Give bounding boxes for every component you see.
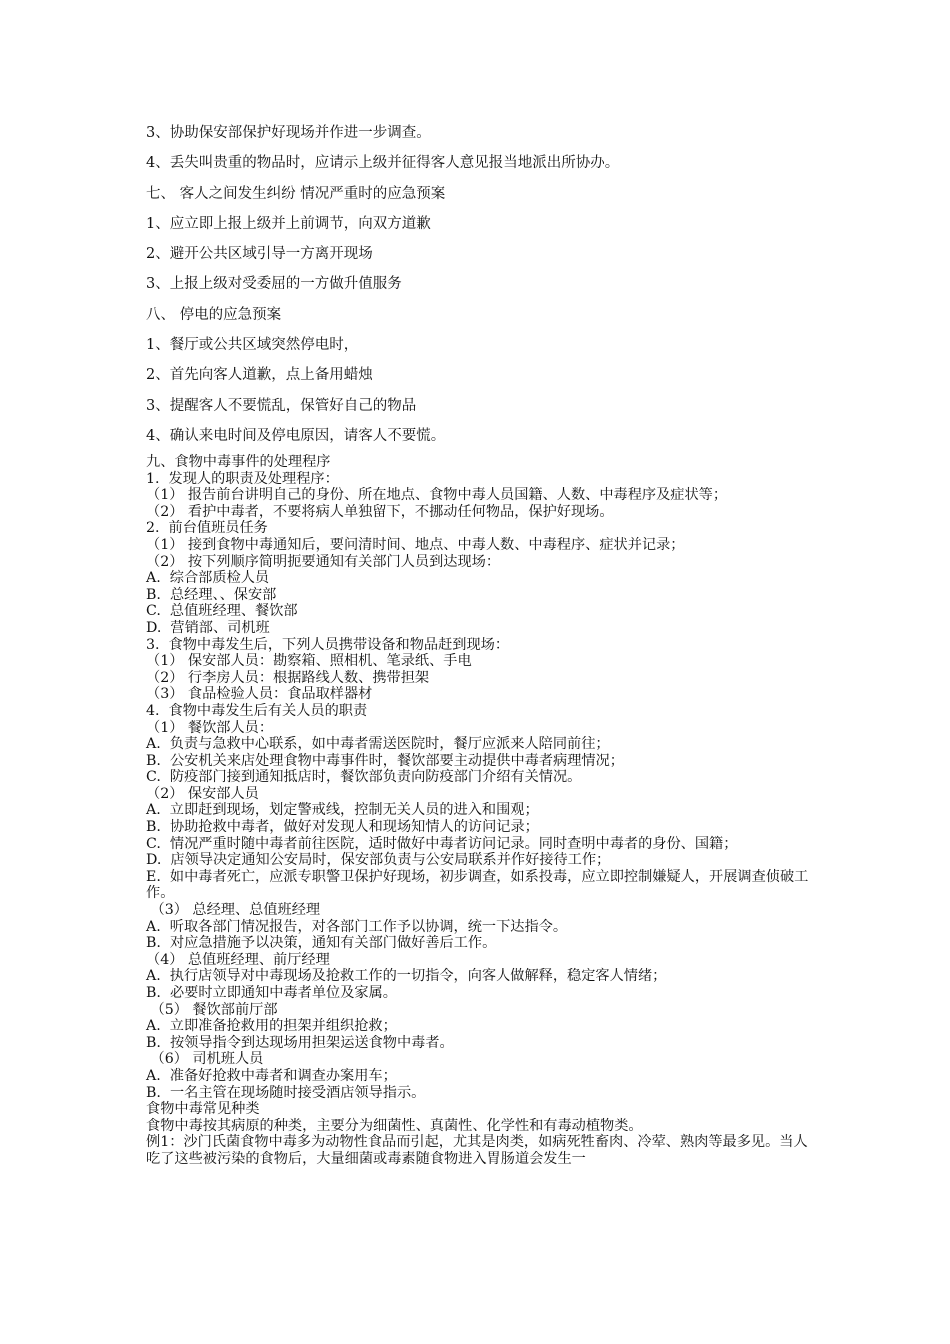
- text-line: B. 协助抢救中毒者，做好对发现人和现场知情人的访问记录；: [146, 819, 539, 836]
- text-line: 2、避开公共区域引导一方离开现场: [146, 246, 373, 263]
- text-line: A. 立即赶到现场，划定警戒线，控制无关人员的进入和围观；: [146, 802, 539, 819]
- emergency-plan-section-top: [146, 118, 826, 451]
- text-line: 2、首先向客人道歉，点上备用蜡烛: [146, 367, 373, 384]
- text-line: A. 负责与急救中心联系，如中毒者需送医院时，餐厅应派来人陪同前往；: [146, 736, 610, 753]
- text-line: （1） 餐饮部人员：: [146, 719, 274, 736]
- text-line: B. 对应急措施予以决策，通知有关部门做好善后工作。: [146, 935, 497, 952]
- text-line: 3. 食物中毒发生后，下列人员携带设备和物品赶到现场：: [146, 636, 510, 653]
- text-line: C. 情况严重时随中毒者前往医院，适时做好中毒者访问记录。同时查明中毒者的身份、国籍；: [146, 835, 738, 852]
- text-line: A. 立即准备抢救用的担架并组织抢救；: [146, 1018, 397, 1035]
- text-line: D. 店领导决定通知公安局时，保安部负责与公安局联系并作好接待工作；: [146, 852, 611, 869]
- text-line: B. 公安机关来店处理食物中毒事件时，餐饮部要主动提供中毒者病理情况；: [146, 752, 624, 769]
- text-line: （2） 按下列顺序简明扼要通知有关部门人员到达现场：: [146, 553, 501, 570]
- text-line: B. 总经理、、保安部: [146, 586, 277, 603]
- text-line: （3） 总经理、总值班经理: [146, 902, 321, 919]
- text-line: 3、提醒客人不要慌乱，保管好自己的物品: [146, 397, 417, 414]
- text-line: A. 综合部质检人员: [146, 570, 270, 587]
- text-line: B. 一名主管在现场随时接受酒店领导指示。: [146, 1084, 426, 1101]
- text-line: 食物中毒按其病原的种类，主要分为细菌性、真菌性、化学性和有毒动植物类。: [146, 1117, 643, 1134]
- text-line: D. 营销部、司机班: [146, 619, 270, 636]
- text-line: （2） 行李房人员：根据路线人数、携带担架: [146, 669, 430, 686]
- text-line: （5） 餐饮部前厅部: [146, 1001, 278, 1018]
- text-line: E. 如中毒者死亡，应派专职警卫保护好现场，初步调查，如系投毒，应立即控制嫌疑人，开展调查侦破工作。: [146, 868, 809, 902]
- text-line: 例1：沙门氏菌食物中毒多为动物性食品而引起，尤其是肉类，如病死牲畜肉、冷荤、熟肉等最多见。当人吃了这些被污染的食物后，大量细菌或毒素随食物进入胃肠道会发生一: [146, 1134, 808, 1167]
- text-line: 1、餐厅或公共区域突然停电时，: [146, 337, 359, 354]
- text-line: 2. 前台值班员任务: [146, 520, 268, 537]
- text-line: （1） 保安部人员：勘察箱、照相机、笔录纸、手电: [146, 653, 472, 670]
- text-line: A. 执行店领导对中毒现场及抢救工作的一切指令，向客人做解释，稳定客人情绪；: [146, 968, 667, 985]
- text-line: 八、 停电的应急预案: [146, 306, 282, 323]
- text-line: B. 按领导指令到达现场用担架运送食物中毒者。: [146, 1034, 454, 1051]
- text-line: 七、 客人之间发生纠纷 情况严重时的应急预案: [146, 185, 446, 202]
- text-line: 4、确认来电时间及停电原因，请客人不要慌。: [146, 427, 446, 444]
- text-line: 食物中毒常见种类: [146, 1101, 260, 1118]
- food-poisoning-procedure-section: [146, 454, 814, 1168]
- text-line: 1. 发现人的职责及处理程序：: [146, 470, 339, 487]
- text-line: （2） 看护中毒者，不要将病人单独留下，不挪动任何物品，保护好现场。: [146, 503, 614, 520]
- text-line: C. 总值班经理、餐饮部: [146, 603, 298, 620]
- text-line: （4） 总值班经理、前厅经理: [146, 951, 330, 968]
- text-line: C. 防疫部门接到通知抵店时，餐饮部负责向防疫部门介绍有关情况。: [146, 769, 582, 786]
- text-line: 4、丢失叫贵重的物品时，应请示上级并征得客人意见报当地派出所协办。: [146, 155, 620, 172]
- text-line: 九、食物中毒事件的处理程序: [146, 454, 331, 470]
- text-line: 3、上报上级对受委屈的一方做升值服务: [146, 276, 402, 293]
- text-line: （6） 司机班人员: [146, 1051, 264, 1068]
- text-line: A. 准备好抢救中毒者和调查办案用车；: [146, 1067, 397, 1084]
- text-line: 3、协助保安部保护好现场并作进一步调查。: [146, 125, 431, 141]
- text-line: B. 必要时立即通知中毒者单位及家属。: [146, 985, 397, 1001]
- text-line: （2） 保安部人员: [146, 785, 259, 802]
- text-line: A. 听取各部门情况报告，对各部门工作予以协调，统一下达指令。: [146, 918, 568, 935]
- text-line: 4. 食物中毒发生后有关人员的职责: [146, 702, 368, 719]
- text-line: （1） 报告前台讲明自己的身份、所在地点、食物中毒人员国籍、人数、中毒程序及症状等；: [146, 487, 728, 504]
- text-line: （1） 接到食物中毒通知后，要问清时间、地点、中毒人数、中毒程序、症状并记录；: [146, 536, 685, 553]
- text-line: （3） 食品检验人员：食品取样器材: [146, 686, 373, 703]
- text-line: 1、应立即上报上级并上前调节，向双方道歉: [146, 215, 431, 232]
